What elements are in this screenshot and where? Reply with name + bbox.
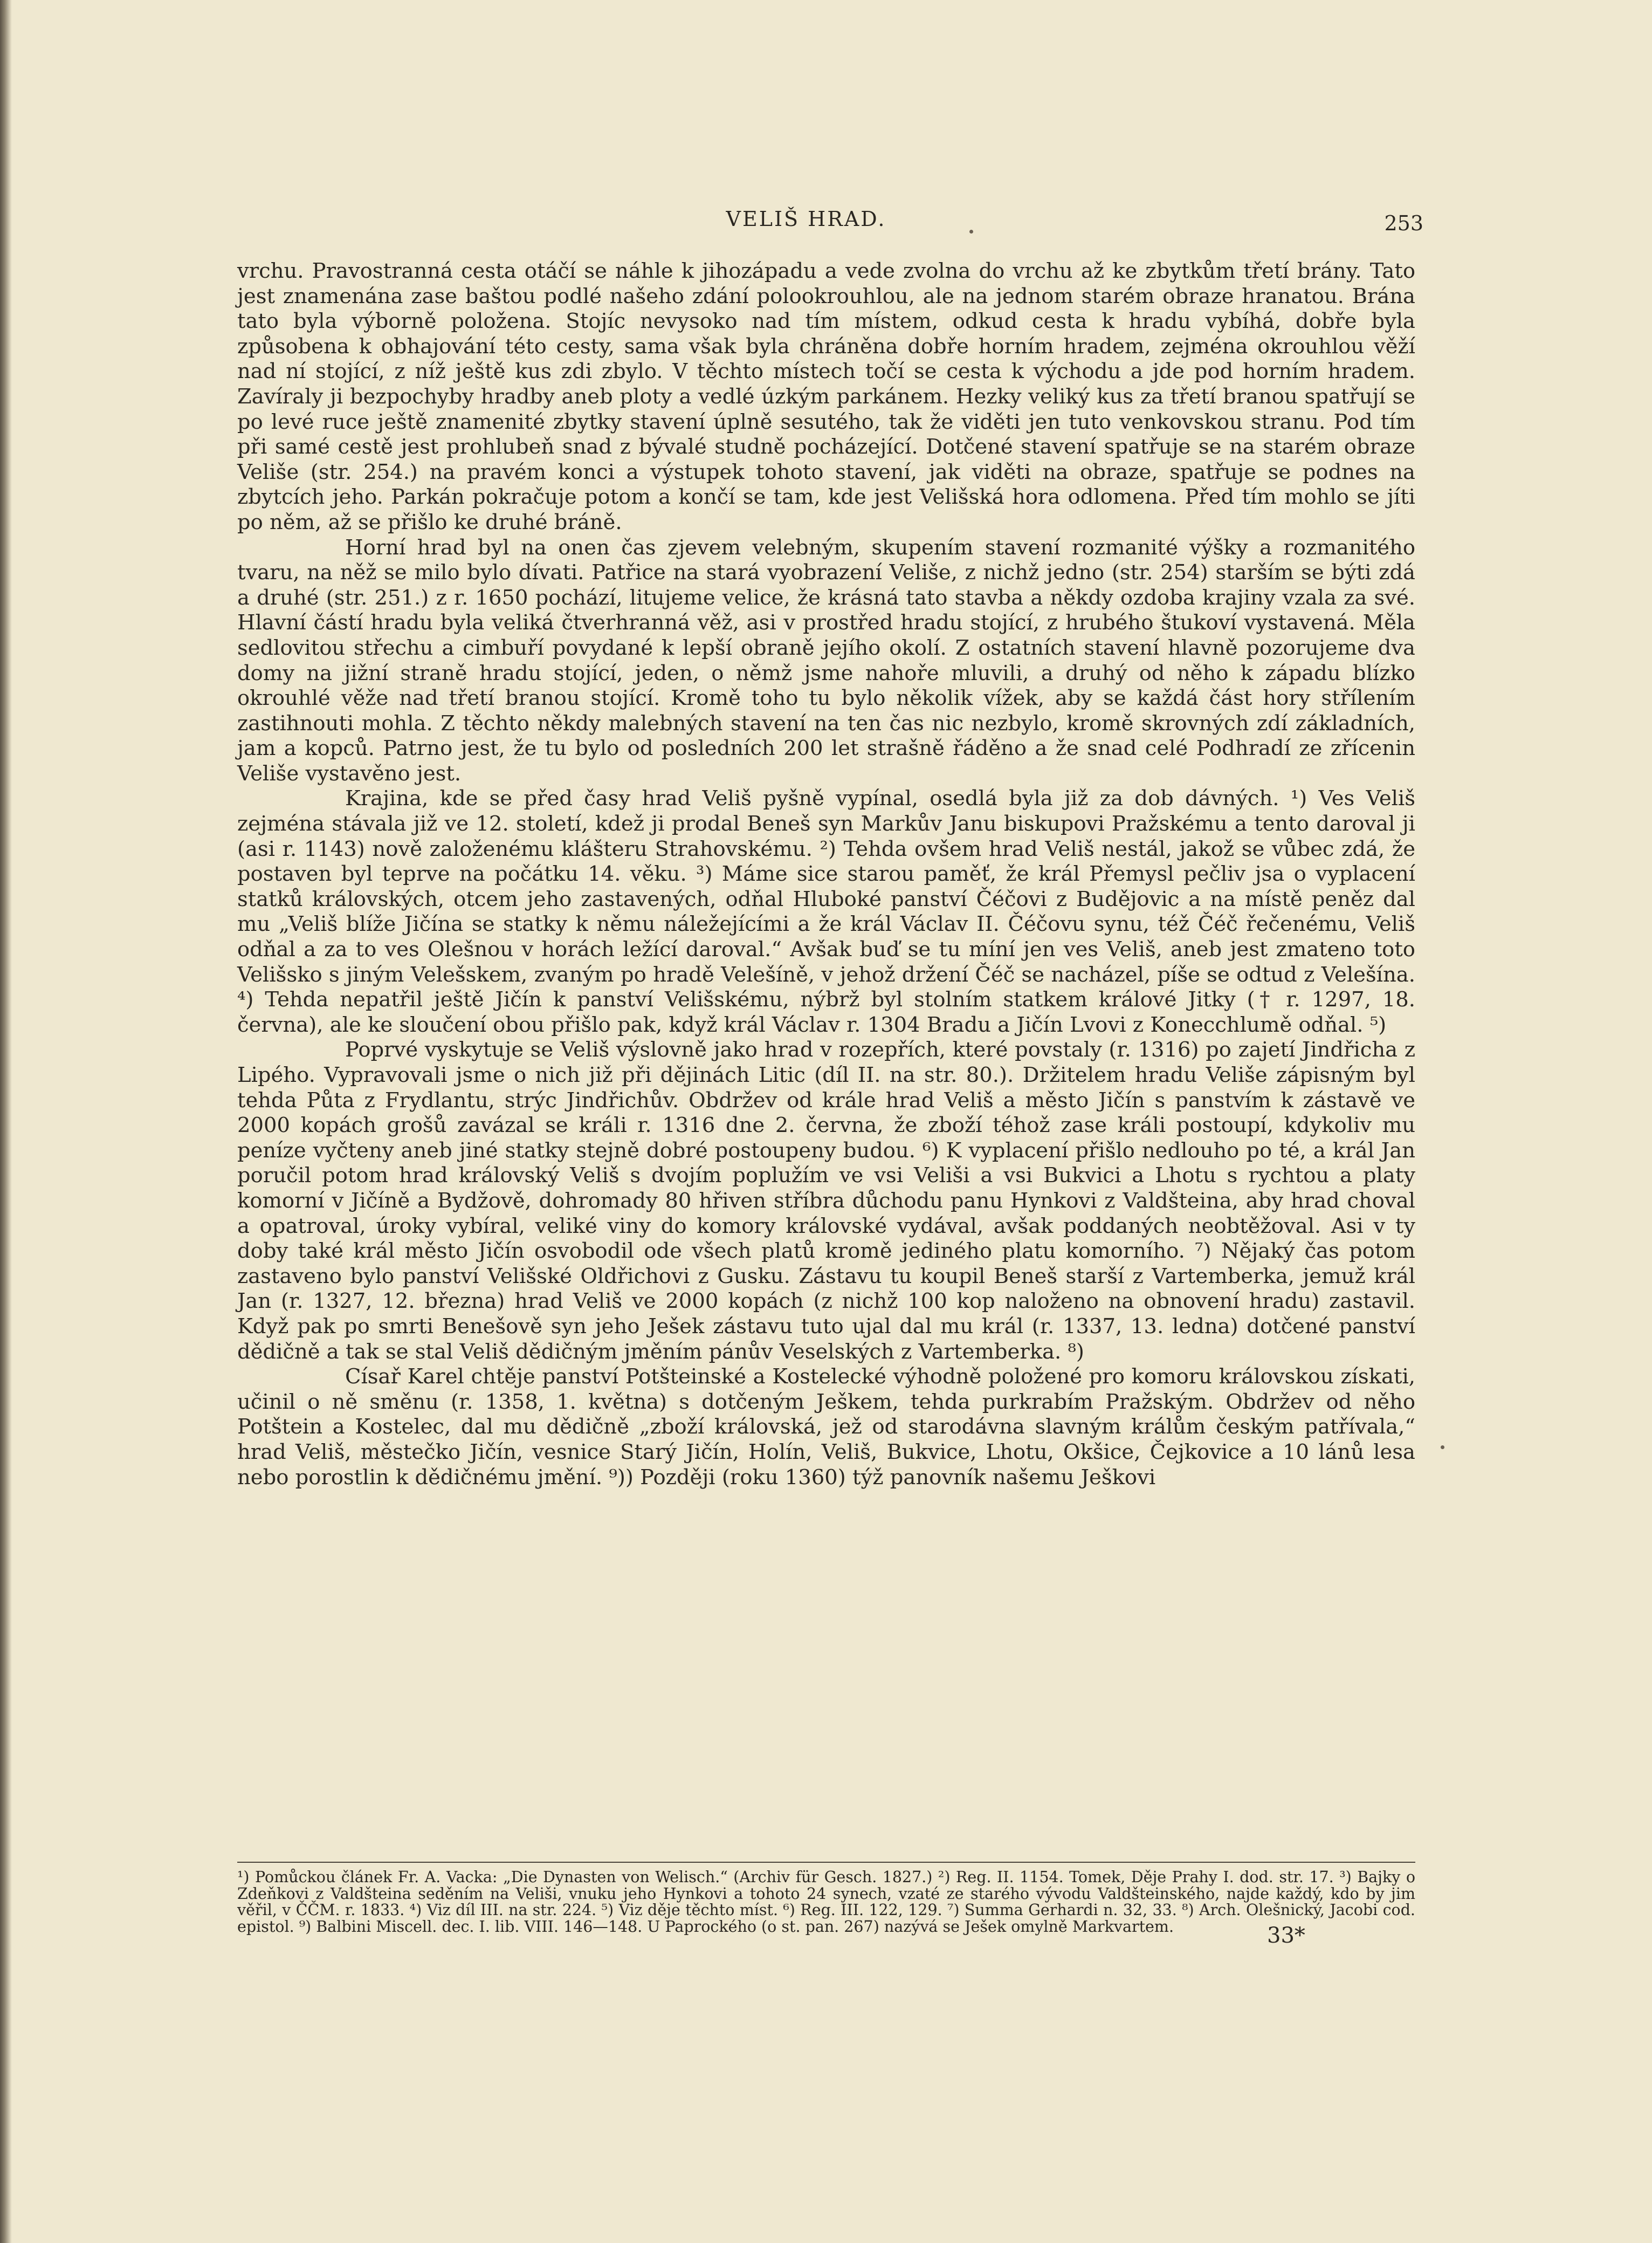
running-head-title: VELIŠ HRAD. [726, 207, 886, 231]
paragraph: Krajina, kde se před časy hrad Veliš pyšně vypínal, osedlá byla již za dob dávných. ¹) Ves Veliš zejména stávala již ve 12. století, kdež ji prodal Beneš syn Markův Janu biskupovi Pražskému a tento daroval ji (asi r. 1143) nově založenému klášteru Strahovskému. ²) Tehda ovšem hrad Veliš nestál, jakož se vůbec zdá, že postaven byl teprve na počátku 14. věku. ³) Máme sice starou paměť, že král Přemysl pečliv jsa o vyplacení statků královských, otcem jeho zastavených, odňal Hluboké panství Čéčovi z Budějovic a na místě peněz dal mu „Veliš blíže Jičína se statky k němu náležejícími a že král Václav II. Čéčovu synu, též Čéč řečenému, Veliš odňal a za to ves Olešnou v horách ležící daroval.“ Avšak buď se tu míní jen ves Veliš, aneb jest zmateno toto Velišsko s jiným Velešskem, zvaným po hradě Velešíně, v jehož držení Čéč se nacházel, píše se odtud z Velešína. ⁴) Tehda nepatřil ještě Jičín k panství Velišskému, nýbrž byl stolním statkem králové Jitky († r. 1297, 18. června), ale ke sloučení obou přišlo pak, když král Václav r. 1304 Bradu a Jičín Lvovi z Konecchlumě odňal. ⁵) [237, 786, 1415, 1037]
paragraph: Poprvé vyskytuje se Veliš výslovně jako hrad v rozepřích, které povstaly (r. 1316) po zajetí Jindřicha z Lipého. Vypravovali jsme o nich již při dějinách Litic (díl II. na str. 80.). Držitelem hradu Veliše zápisným byl tehda Půta z Frydlantu, strýc Jindřichův. Obdržev od krále hrad Veliš a město Jičín s panstvím k zástavě ve 2000 kopách grošů zavázal se králi r. 1316 dne 2. června, že zboží téhož zase králi postoupí, kdykoliv mu peníze vyčteny aneb jiné statky stejně dobré postoupeny budou. ⁶) K vyplacení přišlo nedlouho po té, a král Jan poručil potom hrad královský Veliš s dvojím poplužím ve vsi Veliši a vsi Bukvici a Lhotu s rychtou a platy komorní v Jičíně a Bydžově, dohromady 80 hřiven stříbra důchodu panu Hynkovi z Valdšteina, aby hrad choval a opatroval, úroky vybíral, veliké viny do komory královské vydával, avšak poddaných neobtěžoval. Asi v ty doby také král město Jičín osvobodil ode všech platů kromě jediného platu komorního. ⁷) Nějaký čas potom zastaveno bylo panství Velišské Oldřichovi z Gusku. Zástavu tu koupil Beneš starší z Vartemberka, jemuž král Jan (r. 1327, 12. března) hrad Veliš ve 2000 kopách (z nichž 100 kop naloženo na obnovení hradu) zastavil. Když pak po smrti Benešově syn jeho Ješek zástavu tuto ujal dal mu král (r. 1337, 13. ledna) dotčené panství dědičně a tak se stal Veliš dědičným jměním pánův Veselských z Vartemberka. ⁸) [237, 1038, 1415, 1364]
page-number: 253 [1384, 211, 1423, 235]
running-head [189, 204, 1423, 242]
printer-dot-mark [969, 230, 973, 234]
paragraph: Císař Karel chtěje panství Potšteinské a Kostelecké výhodně položené pro komoru královskou získati, učinil o ně směnu (r. 1358, 1. května) s dotčeným Ješkem, tehda purkrabím Pražským. Obdržev od něho Potštein a Kostelec, dal mu dědičně „zboží královská, jež od starodávna slavným králům českým patřívala,“ hrad Veliš, městečko Jičín, vesnice Starý Jičín, Holín, Veliš, Bukvice, Lhotu, Okšice, Čejkovice a 10 lánů lesa nebo porostlin k dědičnému jmění. ⁹)) Později (roku 1360) týž panovník našemu Ješkovi [237, 1364, 1415, 1490]
printer-signature: 33* [1267, 1923, 1305, 1948]
paragraph: vrchu. Pravostranná cesta otáčí se náhle k jihozápadu a vede zvolna do vrchu až ke zbytkům třetí brány. Tato jest znamenána zase baštou podlé našeho zdání polookrouhlou, ale na jednom starém obraze hranatou. Brána tato byla výborně položena. Stojíc nevysoko nad tím místem, odkud cesta k hradu vybíhá, dobře byla způsobena k obhajování této cesty, sama však byla chráněna dobře horním hradem, zejména okrouhlou věží nad ní stojící, z níž ještě kus zdi zbylo. V těchto místech točí se cesta k východu a jde pod horním hradem. Zavíraly ji bezpochyby hradby aneb ploty a vedlé úzkým parkánem. Hezky veliký kus za třetí branou spatřují se po levé ruce ještě znamenité zbytky stavení úplně sesutého, tak že viděti jen tuto venkovskou stranu. Pod tím při samé cestě jest prohlubeň snad z bývalé studně pocházející. Dotčené stavení spatřuje se na starém obraze Veliše (str. 254.) na pravém konci a výstupek tohoto stavení, jak viděti na obraze, spatřuje se podnes na zbytcích jeho. Parkán pokračuje potom a končí se tam, kde jest Velišská hora odlomena. Před tím mohlo se jíti po něm, až se přišlo ke druhé bráně. [237, 259, 1415, 534]
footnotes-text: ¹) Pomůckou článek Fr. A. Vacka: „Die Dynasten von Welisch.“ (Archiv für Gesch. 1827.) ²) Reg. II. 1154. Tomek, Děje Prahy I. dod. str. 17. ³) Bajky o Zdeňkovi z Valdšteina seděním na Veliši, vnuku jeho Hynkovi a tohoto 24 synech, vzaté ze starého vývodu Valdšteinského, najde každý, kdo by jim věřil, v ČČM. r. 1833. ⁴) Viz díl III. na str. 224. ⁵) Viz děje těchto míst. ⁶) Reg. III. 122, 129. ⁷) Summa Gerhardi n. 32, 33. ⁸) Arch. Olešnický, Jacobi cod. epistol. ⁹) Balbini Miscell. dec. I. lib. VIII. 146—148. U Paprockého (o st. pan. 267) nazývá se Ješek omylně Markvartem. [237, 1868, 1415, 1936]
footnotes [237, 1862, 1415, 1935]
page-edge-shadow [0, 0, 12, 2243]
main-text [237, 259, 1415, 1490]
paragraph: Horní hrad byl na onen čas zjevem velebným, skupením stavení rozmanité výšky a rozmanitého tvaru, na něž se milo bylo dívati. Patřice na stará vyobrazení Veliše, z nichž jedno (str. 254) starším se býti zdá a druhé (str. 251.) z r. 1650 pochází, litujeme velice, že krásná tato stavba a někdy ozdoba krajiny vzala za své. Hlavní částí hradu byla veliká čtverhranná věž, asi v prostřed hradu stojící, z hrubého štukoví vystavená. Měla sedlovitou střechu a cimbuří povydané k lepší obraně jejího okolí. Z ostatních stavení hlavně pozorujeme dva domy na jižní straně hradu stojící, jeden, o němž jsme nahoře mluvili, a druhý od něho k západu blízko okrouhlé věže nad třetí branou stojící. Kromě toho tu bylo několik vížek, aby se každá část hory střílením zastihnouti mohla. Z těchto někdy malebných stavení na ten čas nic nezbylo, kromě skrovných zdí základních, jam a kopců. Patrno jest, že tu bylo od posledních 200 let strašně řáděno a že snad celé Podhradí ze zřícenin Veliše vystavěno jest. [237, 535, 1415, 786]
margin-dot-mark [1441, 1445, 1444, 1449]
